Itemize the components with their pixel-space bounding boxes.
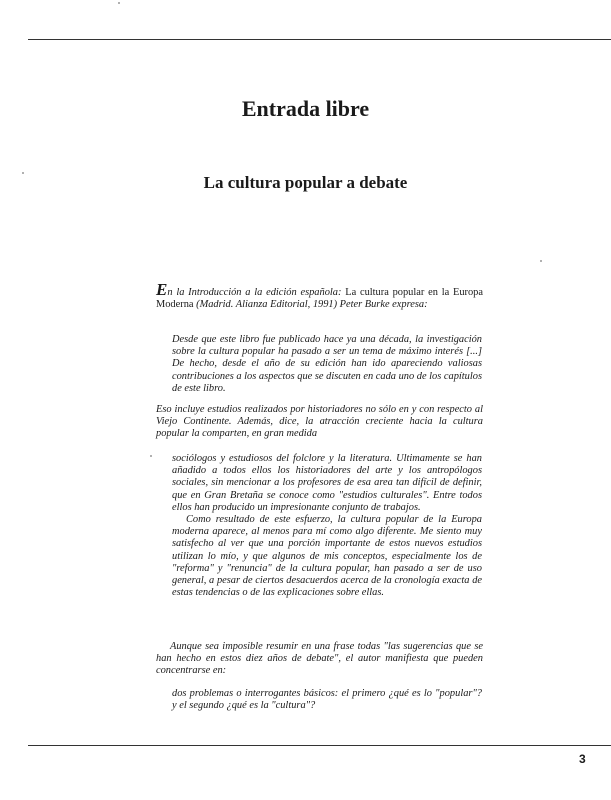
block-quote-2b: Como resultado de este esfuerzo, la cultura popular de la Europa moderna aparece, al menos para mí como algo diferente. Me siento muy satisfecho al ver que una porción importante de estos nuevos estudios utilizan lo mío, y que algunos de mis conceptos, especialmente los de "reforma" y "renuncia" de la cultura popular, han pasado a ser de uso general, a pesar de ciertos desacuerdos acerca de la cronología exacta de estas tendencias o de las explicaciones sobre ellas.	[172, 514, 482, 599]
page-title: Entrada libre	[241, 96, 370, 121]
top-rule	[28, 39, 611, 40]
block-quote-2a: sociólogos y estudiosos del folclore y la literatura. Ultimamente se han añadido a todos ellos los historiadores del arte y los antropólogos sociales, sin mencionar a los profesores de esa area tan difícil de definir, que en Gran Bretaña se conoce como "estudios culturales". Entre todos ellos han producido un impresionante conjunto de trabajos.	[172, 453, 482, 513]
block-quote-2	[172, 453, 482, 599]
scan-speck	[150, 455, 152, 457]
page-number: 3	[579, 752, 586, 766]
block-quote-3: dos problemas o interrogantes básicos: el primero ¿qué es lo "popular"? y el segundo ¿qué es la "cultura"?	[172, 688, 482, 712]
scan-speck	[118, 2, 120, 4]
intro-lead: n la Introducción a la edición española:	[167, 287, 342, 298]
bottom-rule	[28, 745, 611, 746]
block-quote-1: Desde que este libro fue publicado hace ya una década, la investigación sobre la cultura popular ha pasado a ser un tema de máximo interés [...] De hecho, desde el año de su edición han ido apareciendo valiosas contribuciones a los aspectos que se discuten en cada uno de los capítulos de este libro.	[172, 334, 482, 394]
body-paragraph-3-text: Aunque sea imposible resumir en una frase todas "las sugerencias que se han hecho en estos diez años de debate", el autor manifiesta que pueden concentrarse en:	[156, 641, 483, 677]
intro-rest: (Madrid. Alianza Editorial, 1991) Peter Burke expresa:	[193, 299, 428, 311]
intro-paragraph	[156, 280, 483, 311]
drop-cap: E	[156, 280, 168, 299]
body-paragraph-2: Eso incluye estudios realizados por historiadores no sólo en y con respecto al Viejo Continente. Además, dice, la atracción creciente hacia la cultura popular la comparten, en gran medida	[156, 404, 483, 440]
body-paragraph-3	[156, 641, 483, 678]
book-title: La cultura popular en la Europa Moderna	[156, 287, 483, 311]
article-subtitle: La cultura popular a debate	[203, 173, 408, 192]
scan-speck	[540, 260, 542, 262]
